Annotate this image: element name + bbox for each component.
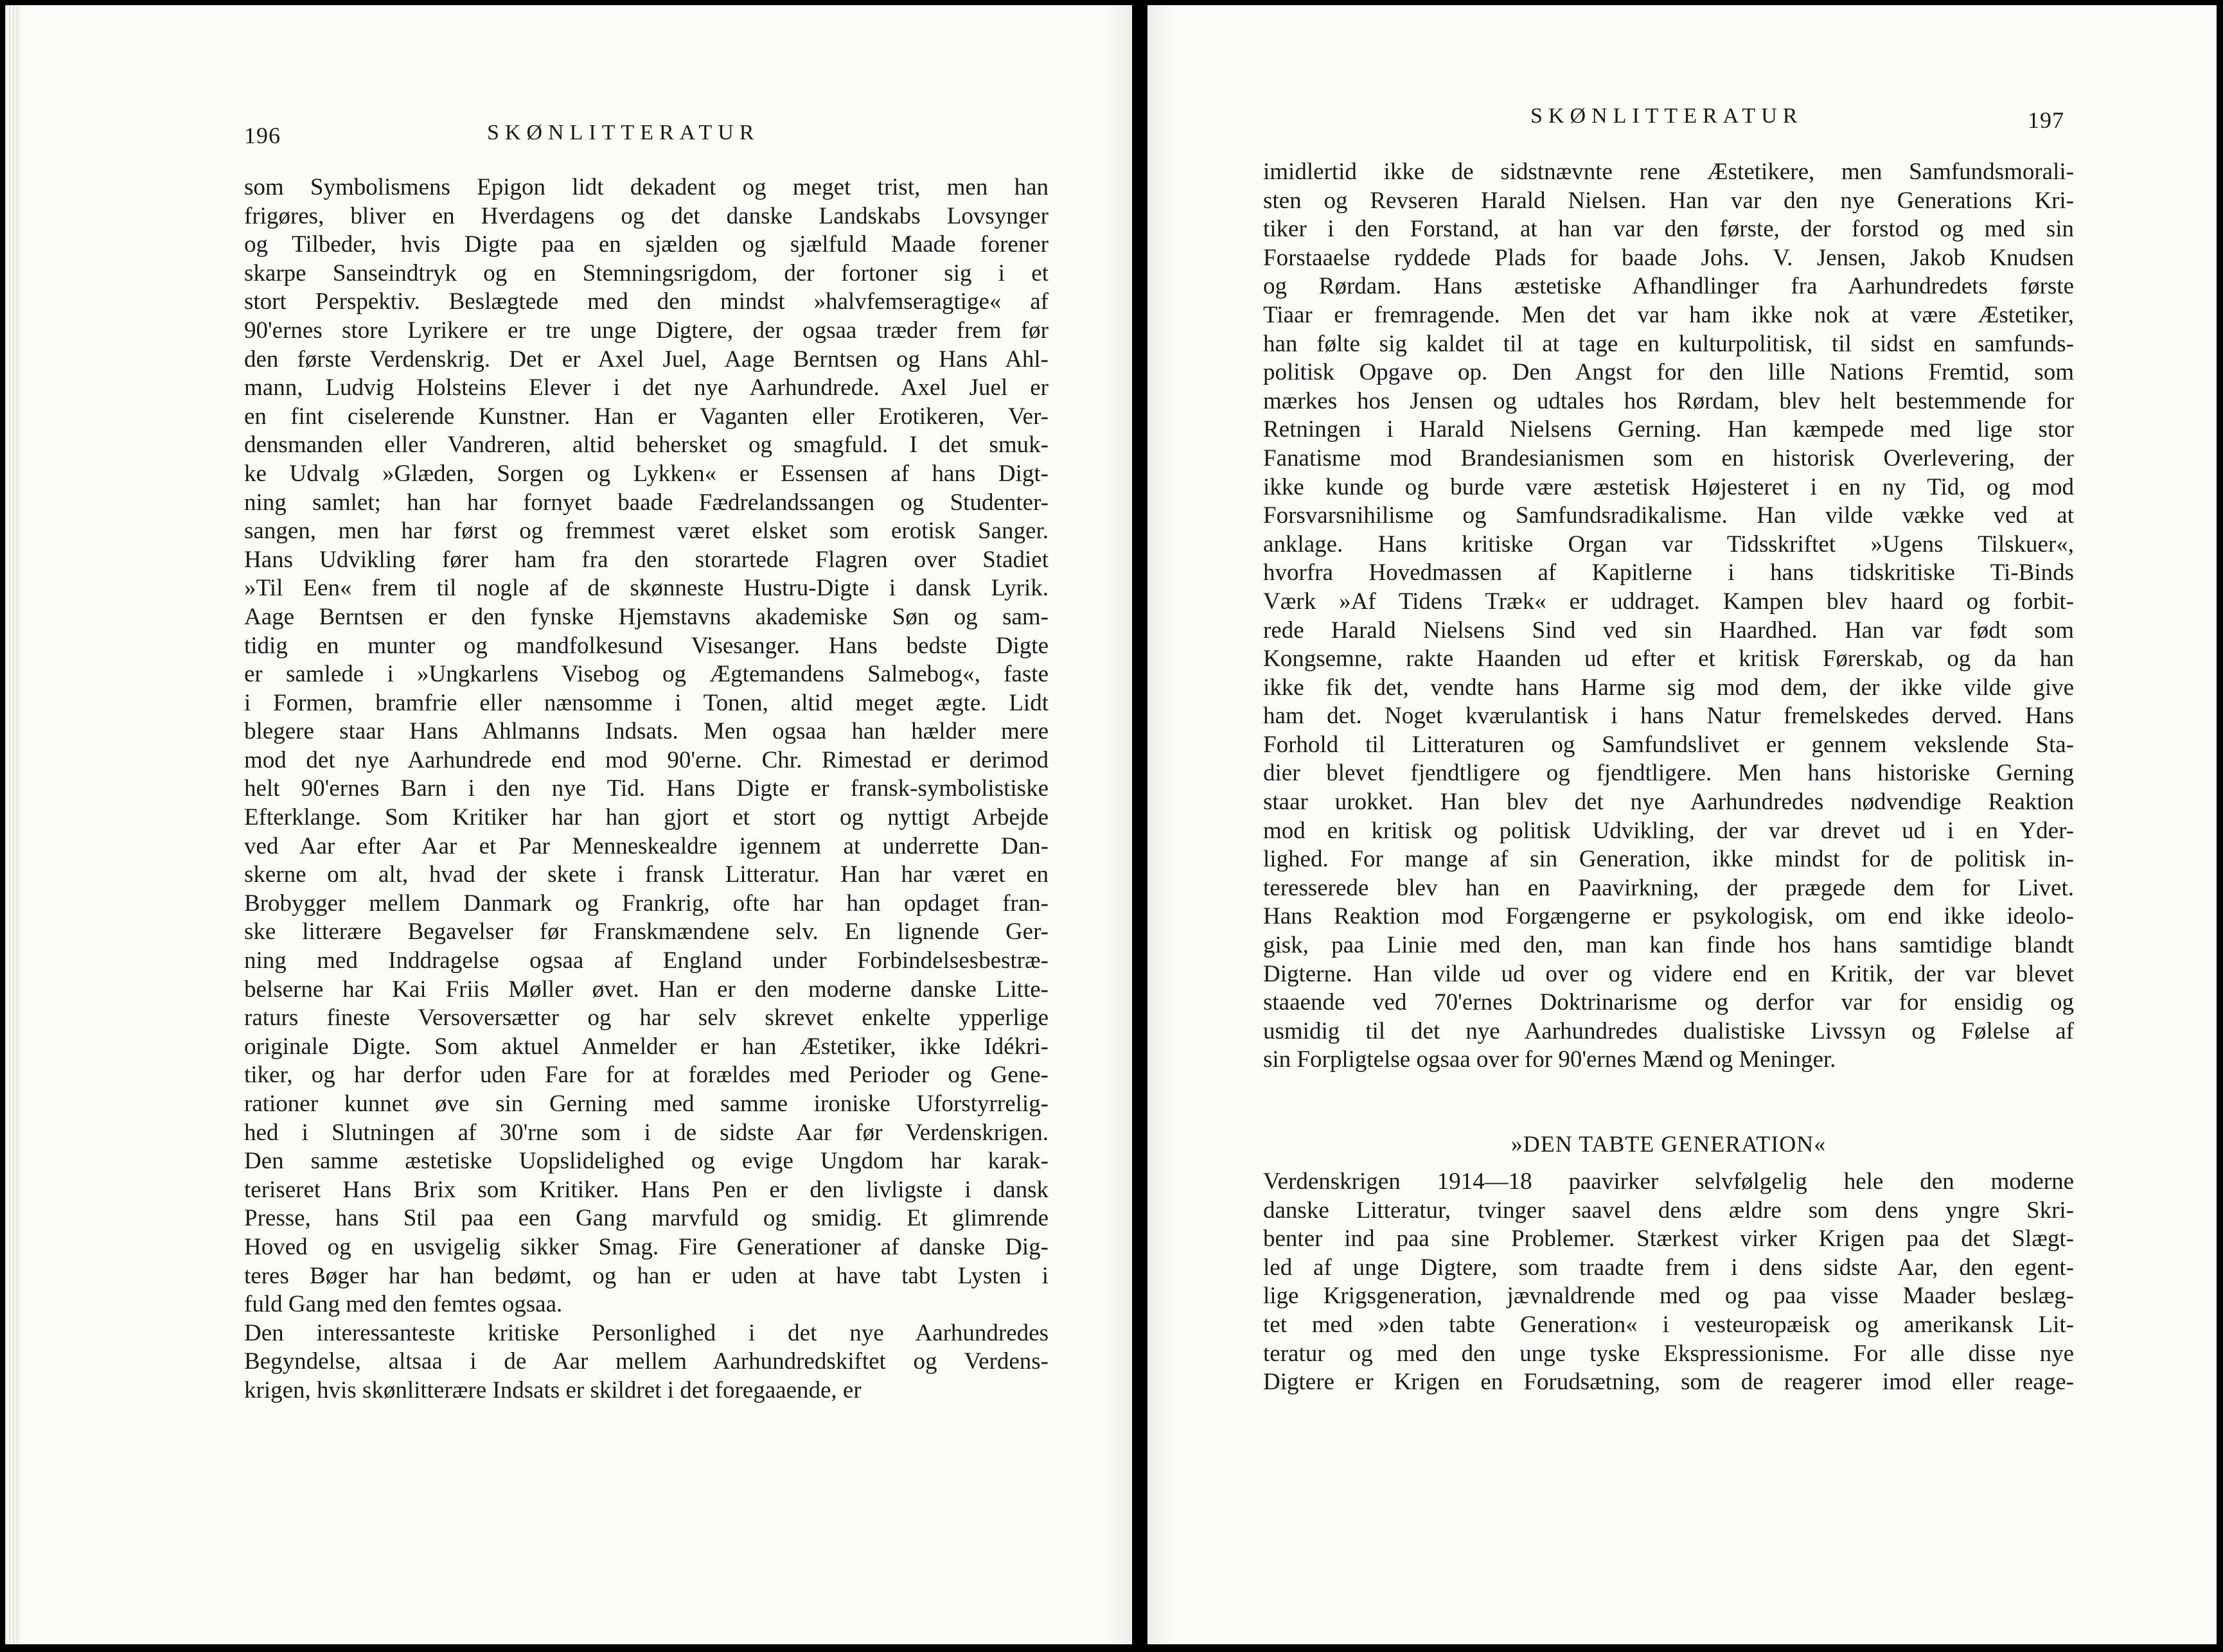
running-head: SKØNLITTERATUR	[487, 121, 760, 145]
text-line: gisk, paa Linie med den, man kan finde hos hans samtidige blandt	[1263, 932, 2074, 959]
text-line: Den samme æstetiske Uopslidelighed og evige Ungdom har karak-	[244, 1148, 1049, 1175]
text-line: ikke kunde og burde være æstetisk Højesteret i en ny Tid, og mod	[1263, 473, 2074, 500]
text-line: helt 90'ernes Barn i den nye Tid. Hans Digte er fransk-symbolistiske	[244, 775, 1049, 802]
text-line: tidig en munter og mandfolkesund Visesanger. Hans bedste Digte	[244, 632, 1049, 659]
text-line: hed i Slutningen af 30'rne som i de sidste Aar før Verdenskrigen.	[244, 1119, 1049, 1146]
text-line: mod det nye Aarhundrede end mod 90'erne. Chr. Rimestad er derimod	[244, 746, 1049, 773]
text-line: Fanatisme mod Brandesianismen som en historisk Overlevering, der	[1263, 444, 2074, 471]
text-line: frigøres, bliver en Hverdagens og det danske Landskabs Lovsynger	[244, 202, 1049, 229]
body-text	[1263, 158, 2074, 1075]
text-line: ham det. Noget kværulantisk i hans Natur fremelskedes derved. Hans	[1263, 703, 2074, 730]
text-line: sten og Revseren Harald Nielsen. Han var den nye Generations Kri-	[1263, 187, 2074, 214]
text-line: teriseret Hans Brix som Kritiker. Hans Pen er den livligste i dansk	[244, 1176, 1049, 1203]
text-line: ske litterære Begavelser før Franskmændene selv. En lignende Ger-	[244, 918, 1049, 945]
text-line: den første Verdenskrig. Det er Axel Juel, Aage Berntsen og Hans Ahl-	[244, 346, 1049, 373]
running-head: SKØNLITTERATUR	[1530, 104, 1803, 128]
text-line: er samlede i »Ungkarlens Visebog og Ægtemandens Salmebog«, faste	[244, 661, 1049, 688]
text-line: Den interessanteste kritiske Personlighed i det nye Aarhundredes	[244, 1319, 1049, 1346]
text-line: krigen, hvis skønlitterære Indsats er skildret i det foregaaende, er	[244, 1376, 862, 1403]
gutter-shadow	[1147, 5, 1173, 1644]
right-page	[1147, 5, 2217, 1644]
text-line: benter ind paa sine Problemer. Stærkest virker Krigen paa det Slægt-	[1263, 1226, 2074, 1252]
text-line: Aage Berntsen er den fynske Hjemstavns akademiske Søn og sam-	[244, 603, 1049, 630]
text-line: teratur og med den unge tyske Ekspressionisme. For alle disse nye	[1263, 1340, 2074, 1367]
left-page	[5, 5, 1132, 1644]
text-line: mærkes hos Jensen og udtales hos Rørdam, blev helt bestemmende for	[1263, 387, 2074, 414]
text-line: Forhold til Litteraturen og Samfundslivet er gennem vekslende Sta-	[1263, 731, 2074, 758]
text-line: fuld Gang med den femtes ogsaa.	[244, 1291, 563, 1318]
text-line: Digtere er Krigen en Forudsætning, som de reagerer imod eller reage-	[1263, 1369, 2074, 1396]
text-line: densmanden eller Vandreren, altid behersket og smagfuld. I det smuk-	[244, 432, 1049, 459]
text-line: staar urokket. Han blev det nye Aarhundredes nødvendige Reaktion	[1263, 789, 2074, 816]
text-line: ke Udvalg »Glæden, Sorgen og Lykken« er Essensen af hans Digt-	[244, 460, 1049, 487]
text-line: tet med »den tabte Generation« i vesteuropæisk og amerikansk Lit-	[1263, 1311, 2074, 1338]
text-line: Hoved og en usvigelig sikker Smag. Fire Generationer af danske Dig-	[244, 1233, 1049, 1260]
text-line: Kongsemne, rakte Haanden ud efter et kritisk Førerskab, og da han	[1263, 646, 2074, 672]
text-line: Værk »Af Tidens Træk« er uddraget. Kampen blev haard og forbit-	[1263, 588, 2074, 615]
text-line: Forsvarsnihilisme og Samfundsradikalisme. Han vilde vække ved at	[1263, 502, 2074, 529]
text-line: »Til Een« frem til nogle af de skønneste Hustru-Digte i dansk Lyrik.	[244, 575, 1049, 602]
text-line: teres Bøger har han bedømt, og han er uden at have tabt Lysten i	[244, 1262, 1049, 1289]
text-line: Begyndelse, altsaa i de Aar mellem Aarhundredskiftet og Verdens-	[244, 1348, 1049, 1375]
text-line: anklage. Hans kritiske Organ var Tidsskriftet »Ugens Tilskuer«,	[1263, 531, 2074, 558]
text-line: dier blevet fjendtligere og fjendtligere. Men hans historiske Gerning	[1263, 760, 2074, 787]
text-line: 90'ernes store Lyrikere er tre unge Digtere, der ogsaa træder frem før	[244, 317, 1049, 344]
text-line: rede Harald Nielsens Sind ved sin Haardhed. Han var født som	[1263, 617, 2074, 644]
text-line: sin Forpligtelse ogsaa over for 90'ernes Mænd og Meninger.	[1263, 1046, 1836, 1073]
text-line: Brobygger mellem Danmark og Frankrig, ofte har han opdaget fran-	[244, 890, 1049, 917]
text-line: rationer kunnet øve sin Gerning med samme ironiske Uforstyrrelig-	[244, 1091, 1049, 1117]
text-line: belserne har Kai Friis Møller øvet. Han er den moderne danske Litte-	[244, 976, 1049, 1003]
text-line: sangen, men har først og fremmest været elsket som erotisk Sanger.	[244, 518, 1049, 545]
text-line: lighed. For mange af sin Generation, ikke mindst for de politisk in-	[1263, 846, 2074, 873]
text-line: tiker i den Forstand, at han var den første, der forstod og med sin	[1263, 216, 2074, 243]
text-line: lige Krigsgeneration, jævnaldrende med og paa visse Maader beslæg-	[1263, 1283, 2074, 1310]
text-line: Hans Reaktion mod Forgængerne er psykologisk, om end ikke ideolo-	[1263, 903, 2074, 930]
text-line: Verdenskrigen 1914—18 paavirker selvfølgelig hele den moderne	[1263, 1168, 2074, 1195]
section-heading: »DEN TABTE GENERATION«	[1510, 1131, 1827, 1157]
text-line: politisk Opgave op. Den Angst for den lille Nations Fremtid, som	[1263, 359, 2074, 386]
text-line: Retningen i Harald Nielsens Gerning. Han kæmpede med lige stor	[1263, 416, 2074, 443]
text-line: led af unge Digtere, som traadte frem i dens sidste Aar, den egent-	[1263, 1254, 2074, 1281]
text-line: tiker, og har derfor uden Fare for at forældes med Perioder og Gene-	[244, 1062, 1049, 1089]
text-line: skerne om alt, hvad der skete i fransk Litteratur. Han har været en	[244, 861, 1049, 888]
text-line: Tiaar er fremragende. Men det var ham ikke nok at være Æstetiker,	[1263, 301, 2074, 328]
body-text	[1263, 1168, 2074, 1397]
text-line: ikke fik det, vendte hans Harme sig mod dem, der ikke vilde give	[1263, 674, 2074, 701]
text-line: teresserede blev han en Paavirkning, der prægede dem for Livet.	[1263, 874, 2074, 901]
text-line: en fint ciselerende Kunstner. Han er Vaganten eller Erotikeren, Ver-	[244, 403, 1049, 430]
gutter-shadow	[1106, 5, 1132, 1644]
text-line: i Formen, bramfrie eller nænsomme i Tonen, altid meget ægte. Lidt	[244, 689, 1049, 716]
text-line: ning samlet; han har fornyet baade Fædrelandssangen og Studenter-	[244, 489, 1049, 516]
text-line: ved Aar efter Aar et Par Menneskealdre igennem at underrette Dan-	[244, 832, 1049, 859]
text-line: staaende ved 70'ernes Doktrinarisme og derfor var for ensidig og	[1263, 989, 2074, 1016]
text-line: ning med Inddragelse ogsaa af England under Forbindelsesbestræ-	[244, 947, 1049, 974]
text-line: raturs fineste Versoversætter og har selv skrevet enkelte ypperlige	[244, 1005, 1049, 1032]
text-line: Hans Udvikling fører ham fra den storartede Flagren over Stadiet	[244, 546, 1049, 573]
text-line: og Rørdam. Hans æstetiske Afhandlinger fra Aarhundredets første	[1263, 273, 2074, 300]
text-line: danske Litteratur, tvinger saavel dens ældre som dens yngre Skri-	[1263, 1197, 2074, 1224]
text-line: imidlertid ikke de sidstnævnte rene Æstetikere, men Samfundsmorali-	[1263, 159, 2074, 185]
text-line: som Symbolismens Epigon lidt dekadent og meget trist, men han	[244, 174, 1049, 200]
text-line: hvorfra Hovedmassen af Kapitlerne i hans tidskritiske Ti-Binds	[1263, 559, 2074, 586]
body-text	[244, 173, 1049, 1405]
text-line: originale Digte. Som aktuel Anmelder er han Æstetiker, ikke Idékri-	[244, 1033, 1049, 1060]
text-line: mod en kritisk og politisk Udvikling, der var drevet ud i en Yder-	[1263, 817, 2074, 844]
text-line: stort Perspektiv. Beslægtede med den mindst »halvfemseragtige« af	[244, 288, 1049, 315]
text-line: mann, Ludvig Holsteins Elever i det nye Aarhundrede. Axel Juel er	[244, 374, 1049, 401]
text-line: Presse, hans Stil paa een Gang marvfuld og smidig. Et glimrende	[244, 1205, 1049, 1232]
text-line: usmidig til det nye Aarhundredes dualistiske Livssyn og Følelse af	[1263, 1017, 2074, 1044]
text-line: og Tilbeder, hvis Digte paa en sjælden og sjælfuld Maade forener	[244, 231, 1049, 258]
text-line: Forstaaelse ryddede Plads for baade Johs. V. Jensen, Jakob Knudsen	[1263, 244, 2074, 271]
text-line: blegere staar Hans Ahlmanns Indsats. Men ogsaa han hælder mere	[244, 718, 1049, 745]
page-number: 197	[2028, 107, 2064, 133]
text-line: han følte sig kaldet til at tage en kulturpolitisk, til sidst en samfunds-	[1263, 330, 2074, 357]
text-line: skarpe Sanseindtryk og en Stemningsrigdom, der fortoner sig i et	[244, 259, 1049, 286]
text-line: Efterklange. Som Kritiker har han gjort et stort og nyttigt Arbejde	[244, 804, 1049, 831]
page-number: 196	[244, 123, 281, 148]
page-edge	[5, 5, 21, 1644]
text-line: Digterne. Han vilde ud over og videre end en Kritik, der var blevet	[1263, 960, 2074, 987]
